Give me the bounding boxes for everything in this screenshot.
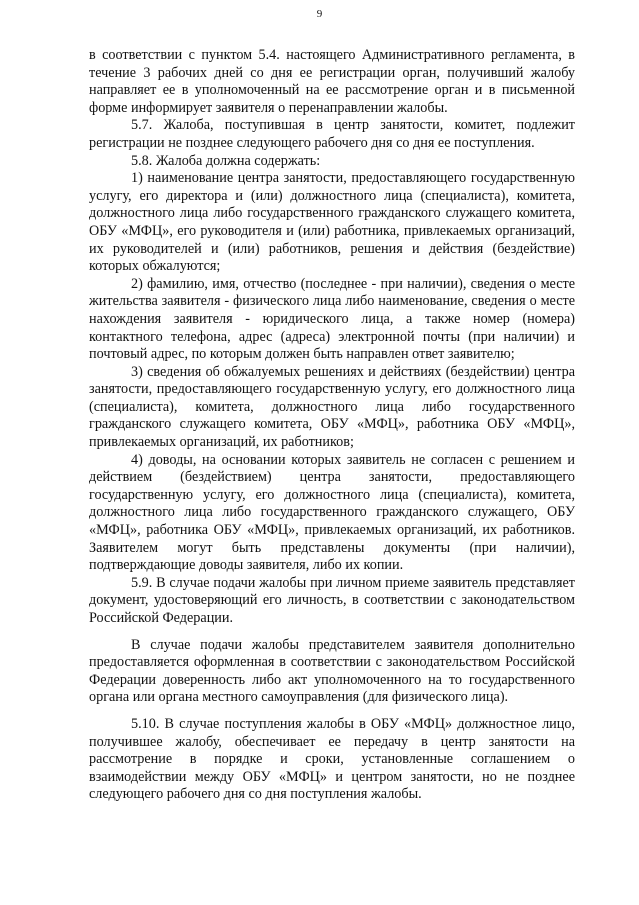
paragraph-5-8: 5.8. Жалоба должна содержать: <box>131 152 321 169</box>
paragraph-5-8-item-2: 2) фамилию, имя, отчество (последнее - при наличии), сведения о месте жительства заявителя - физического лица либо наименование, сведения о месте нахождения заявителя - юридического лица, а также номер (номера) контактного телефона, адрес (адреса) электронной почты (при наличии) и почтовый адрес, по которым должен быть направлен ответ заявителю; <box>89 275 575 363</box>
paragraph-continuation: в соответствии с пунктом 5.4. настоящего Административного регламента, в течение 3 рабочих дней со дня ее регистрации орган, получивший жалобу направляет ее в уполномоченный на ее рассмотрение орган и в письменной форме информирует заявителя о перенаправлении жалобы. <box>89 47 575 116</box>
paragraph-5-7: 5.7. Жалоба, поступившая в центр занятости, комитет, подлежит регистрации не позднее следующего рабочего дня со дня ее поступления. <box>89 117 575 151</box>
paragraph-5-10: 5.10. В случае поступления жалобы в ОБУ «МФЦ» должностное лицо, получившее жалобу, обеспечивает ее передачу в центр занятости на рассмотрение в порядке и сроки, установленные соглашением о взаимодействии между ОБУ «МФЦ» и центром занятости, но не позднее следующего рабочего дня со дня поступления жалобы. <box>89 715 575 803</box>
paragraph-5-9: 5.9. В случае подачи жалобы при личном приеме заявитель представляет документ, удостоверяющий его личность, в соответствии с законодательством Российской Федерации. <box>89 574 575 626</box>
page-number: 9 <box>316 8 323 20</box>
paragraph-5-8-item-1: 1) наименование центра занятости, предоставляющего государственную услугу, его директора и (или) должностного лица (специалиста), комитета, должностного лица либо государственного гражданского служащего комитета, ОБУ «МФЦ», его руководителя и (или) работника, привлекаемых организаций, их руководителей и (или) работников, решения и действия (бездействие) которых обжалуются; <box>89 170 575 275</box>
paragraph-5-8-item-3: 3) сведения об обжалуемых решениях и действиях (бездействии) центра занятости, предоставляющего государственную услугу, его должностного лица (специалиста), комитета, должностного лица либо государственного гражданского служащего комитета, ОБУ «МФЦ», работника ОБУ «МФЦ», привлекаемых организаций, их работников; <box>89 363 575 451</box>
paragraph-5-8-item-4: 4) доводы, на основании которых заявитель не согласен с решением и действием (бездействием) центра занятости, предоставляющего государственную услугу, его должностного лица (специалиста), комитета, должностного лица либо государственного гражданского служащего, ОБУ «МФЦ», работника ОБУ «МФЦ», привлекаемых организаций, их работников. Заявителем могут быть представлены документы (при наличии), подтверждающие доводы заявителя, либо их копии. <box>89 451 575 574</box>
document-body <box>89 47 575 804</box>
paragraph-5-9-representative: В случае подачи жалобы представителем заявителя дополнительно предоставляется оформленная в соответствии с законодательством Российской Федерации доверенность либо акт уполномоченного на то государственного органа или органа местного самоуправления (для физического лица). <box>89 636 575 706</box>
